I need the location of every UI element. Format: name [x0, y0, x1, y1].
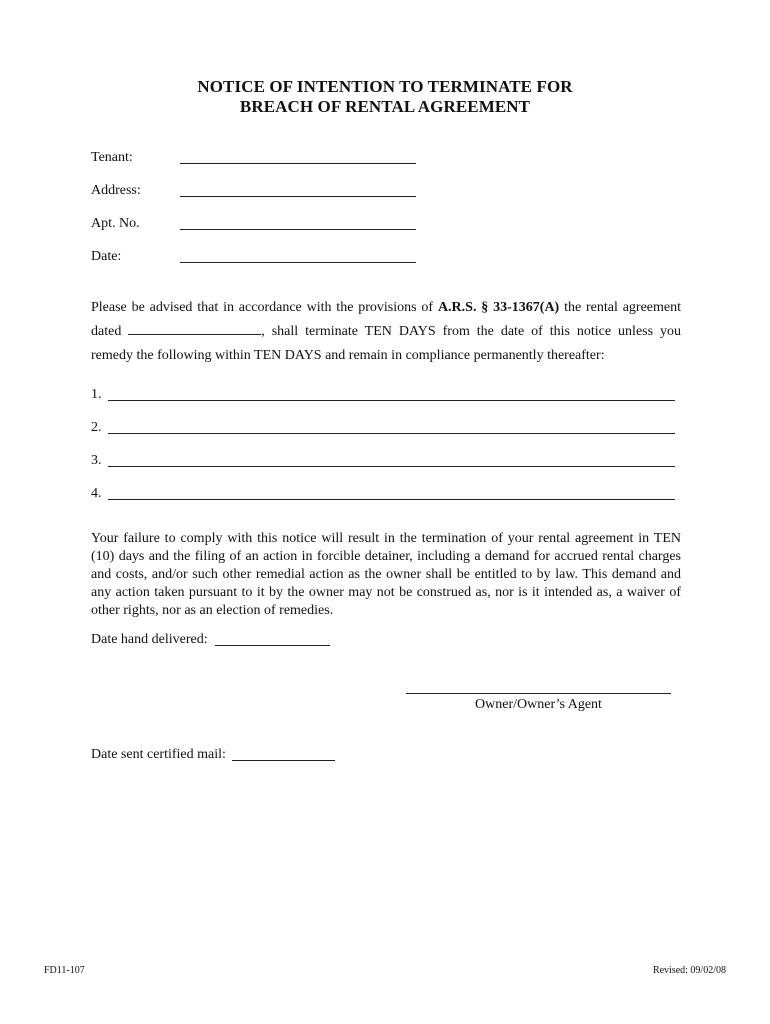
item-number-4: 4.: [91, 486, 102, 501]
document-title-line-1: NOTICE OF INTENTION TO TERMINATE FOR: [197, 77, 573, 96]
item-line-1[interactable]: [108, 400, 675, 401]
owner-agent-label: Owner/Owner’s Agent: [475, 697, 602, 712]
apt-no-label: Apt. No.: [91, 216, 140, 231]
address-field-line[interactable]: [180, 196, 416, 197]
item-line-3[interactable]: [108, 466, 675, 467]
document-title-line-2: BREACH OF RENTAL AGREEMENT: [239, 97, 531, 116]
date-hand-delivered-line[interactable]: [215, 645, 330, 646]
date-certified-mail-line[interactable]: [232, 760, 335, 761]
item-number-1: 1.: [91, 387, 102, 402]
dated-label: dated: [91, 324, 122, 339]
tenant-field-line[interactable]: [180, 163, 416, 164]
intro-paragraph: [91, 296, 681, 368]
revised-date: Revised: 09/02/08: [652, 965, 726, 976]
item-line-4[interactable]: [108, 499, 675, 500]
date-certified-mail-label: Date sent certified mail:: [91, 747, 226, 762]
intro-line-3: remedy the following within TEN DAYS and remain in compliance permanently thereafter:: [91, 348, 605, 363]
apt-no-field-line[interactable]: [180, 229, 416, 230]
agreement-date-blank[interactable]: [128, 321, 261, 335]
item-line-2[interactable]: [108, 433, 675, 434]
signature-line[interactable]: [406, 693, 671, 694]
item-number-3: 3.: [91, 453, 102, 468]
intro-text-after: the rental agreement: [564, 300, 682, 315]
date-label: Date:: [91, 249, 122, 264]
form-id: FD11-107: [44, 965, 85, 976]
dated-after-text: , shall terminate TEN DAYS from the date of this notice unless you: [261, 324, 682, 339]
statute-reference: A.R.S. § 33-1367(A): [437, 300, 560, 315]
date-hand-delivered-label: Date hand delivered:: [91, 632, 208, 647]
item-number-2: 2.: [91, 420, 102, 435]
tenant-label: Tenant:: [91, 150, 133, 165]
warning-paragraph: Your failure to comply with this notice will result in the termination of your rental agreement in TEN (10) days and the filing of an action in forcible detainer, including a demand for accrued rental charges and costs, and/or such other remedial action as the owner shall be entitled to by law. This demand and any action taken pursuant to it by the owner may not be construed as, nor is it intended as, a waiver of other rights, nor as an election of remedies.: [91, 531, 681, 618]
intro-text-before: Please be advised that in accordance with the provisions of: [91, 300, 434, 315]
date-field-line[interactable]: [180, 262, 416, 263]
address-label: Address:: [91, 183, 141, 198]
